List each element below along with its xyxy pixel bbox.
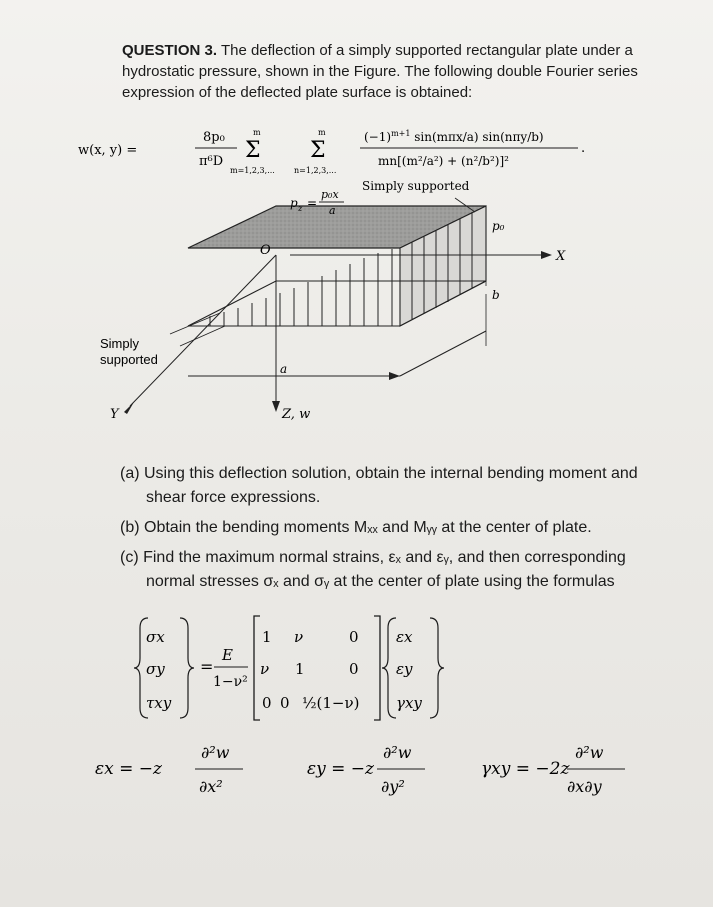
question-parts <box>120 462 705 600</box>
strain-eq-y-lhs: εy = −z <box>307 759 374 779</box>
part-a-line1: (a) Using this deflection solution, obtain the internal bending moment and <box>120 465 638 482</box>
eq-frac-num: $(-1)^{m+1}$ sin(mπx/a) sin(nπy/b) <box>364 129 544 144</box>
rhs-right-brace <box>430 618 444 718</box>
simply-supported-left-label-2: supported <box>100 352 158 367</box>
strain-eq-xy-den: ∂x∂y <box>567 777 602 796</box>
m32: 0 <box>280 694 290 712</box>
question-header <box>122 40 682 103</box>
y-axis-arrow <box>124 402 134 414</box>
load-arrows-front <box>210 249 392 326</box>
part-c-line1: (c) Find the maximum normal strains, εₓ and εᵧ, and then corresponding <box>120 549 626 566</box>
rhs-left-brace <box>382 618 396 718</box>
m22: 1 <box>295 660 305 678</box>
strain-eq-y-den: ∂y² <box>381 777 405 796</box>
z-axis-arrow <box>272 401 280 412</box>
question-text: The deflection of a simply supported rectangular plate under a hydrostatic pressure, shown in the Figure. The following double Fourier series expression of the deflected plate surface is obtained: <box>122 42 638 101</box>
m13: 0 <box>349 628 359 646</box>
eq-sum2-sigma: Σ <box>310 138 326 163</box>
eq-lhs: w(x, y) = <box>78 143 138 158</box>
m33: ½(1−ν) <box>302 694 360 712</box>
part-b <box>120 516 705 540</box>
part-b-line1: (b) Obtain the bending moments Mₓₓ and Mᵧᵧ at the center of plate. <box>120 519 592 536</box>
strain-eq-y <box>307 743 425 796</box>
pz-num-label: p₀x <box>321 188 339 201</box>
strain-eq-x-den: ∂x² <box>199 777 223 796</box>
simply-supported-top-label: Simply supported <box>362 179 470 193</box>
m11: 1 <box>262 628 272 646</box>
part-a <box>120 462 705 510</box>
pz-lhs-label: p <box>290 196 298 210</box>
strain-eq-x <box>95 743 243 796</box>
eq-sum2-bottom: n=1,2,3,... <box>294 166 337 175</box>
strain-formulas <box>95 734 705 804</box>
dim-a-label: a <box>280 362 288 376</box>
m23: 0 <box>349 660 359 678</box>
eq-sum1-bottom: m=1,2,3,... <box>230 166 275 175</box>
stress-strain-matrix-equation <box>134 612 464 724</box>
strain-eq-xy <box>481 743 625 796</box>
eq-coef-num: 8p₀ <box>203 130 225 145</box>
part-c-line2: normal stresses σₓ and σᵧ at the center of plate using the formulas <box>146 573 615 590</box>
origin-label: O <box>260 243 271 258</box>
m31: 0 <box>262 694 272 712</box>
x-axis-arrow <box>541 251 552 259</box>
matrix-right-bracket <box>374 616 380 720</box>
simply-supported-left-label-1: Simply <box>100 336 140 351</box>
p0-label: p₀ <box>492 219 505 233</box>
x-axis-label: X <box>556 249 566 264</box>
strain-eq-xy-num: ∂²w <box>575 743 604 762</box>
equals-sign: = <box>200 657 214 676</box>
eq-sum1-sigma: Σ <box>245 138 261 163</box>
lhs-right-brace <box>180 618 194 718</box>
z-axis-label: Z, w <box>282 407 311 422</box>
m21: ν <box>260 660 270 678</box>
rhs-gamma-xy: γxy <box>396 694 422 712</box>
pz-sub-label: z <box>298 204 303 213</box>
deflection-series-equation <box>78 122 698 178</box>
lhs-sigma-x: σx <box>146 628 165 646</box>
part-a-line2: shear force expressions. <box>146 489 321 506</box>
y-axis-line <box>130 255 276 406</box>
y-axis-label: Y <box>110 407 119 422</box>
dim-b-label: b <box>492 288 500 302</box>
strain-eq-x-lhs: εx = −z <box>95 759 162 779</box>
eq-frac-den: mn[(m²/a²) + (n²/b²)]² <box>378 154 509 168</box>
rhs-eps-x: εx <box>396 628 413 646</box>
eq-coef-den: π⁶D <box>199 154 224 169</box>
part-c <box>120 546 705 594</box>
lhs-tau-xy: τxy <box>146 694 172 712</box>
factor-den: 1−ν² <box>213 674 248 690</box>
strain-eq-x-num: ∂²w <box>201 743 230 762</box>
question-number: QUESTION 3. <box>122 42 218 59</box>
dim-b-line <box>400 331 486 376</box>
dim-a-arrow <box>389 372 400 380</box>
pz-den-label: a <box>329 204 336 217</box>
rhs-eps-y: εy <box>396 660 413 678</box>
strain-eq-xy-lhs: γxy = −2z <box>481 759 570 779</box>
eq-sum1-top: m <box>253 128 261 137</box>
leader-left-2 <box>170 313 220 334</box>
strain-eq-y-num: ∂²w <box>383 743 412 762</box>
factor-num: E <box>222 646 233 664</box>
m12: ν <box>294 628 304 646</box>
plate-figure <box>100 176 600 436</box>
leader-left <box>180 326 225 346</box>
eq-sum2-top: m <box>318 128 326 137</box>
lhs-sigma-y: σy <box>146 660 165 678</box>
pz-eq-sign: = <box>307 196 318 210</box>
eq-period: . <box>581 141 586 156</box>
